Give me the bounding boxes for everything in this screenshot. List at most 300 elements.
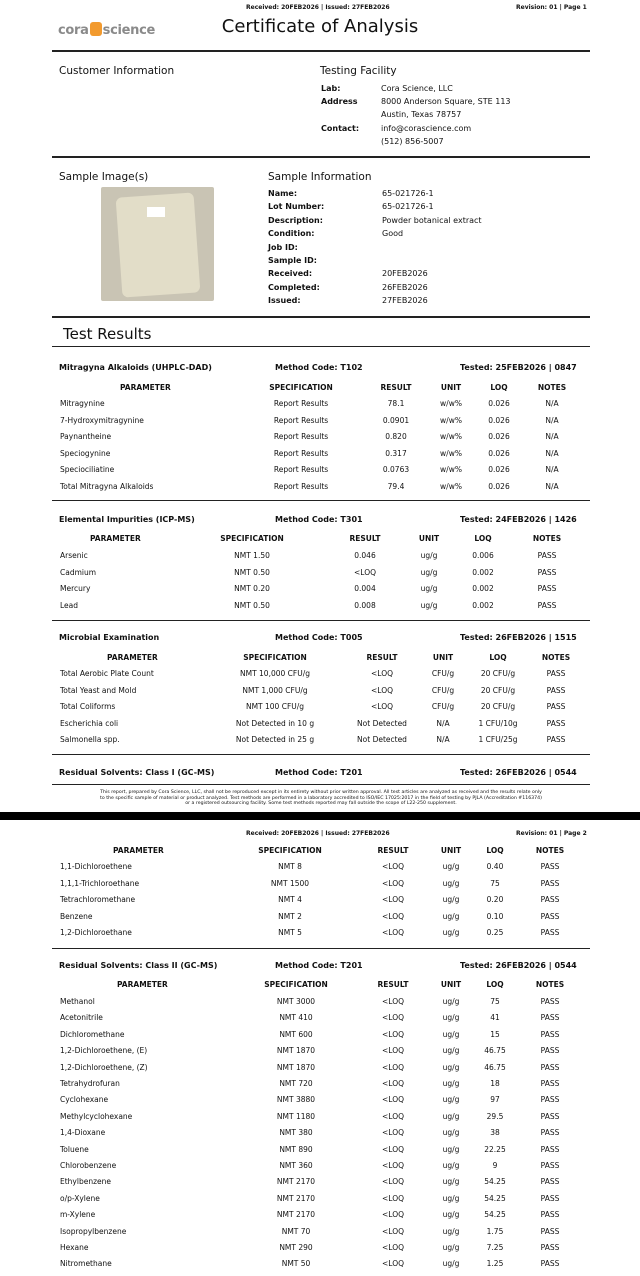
sample-info-value: Powder botanical extract [382, 215, 482, 225]
table-cell: ug/g [442, 1013, 460, 1023]
table-cell: PASS [540, 1029, 560, 1039]
address-line2: Austin, Texas 78757 [381, 110, 462, 119]
table-cell: 0.317 [385, 448, 407, 458]
table-cell: ug/g [442, 1062, 460, 1072]
table-cell: ug/g [442, 1177, 460, 1187]
table-cell: NMT 1870 [276, 1046, 316, 1056]
table-cell: PASS [540, 997, 560, 1006]
section-tested: Tested: 26FEB2026 | 0544 [460, 768, 577, 777]
column-header: RESULT [366, 653, 398, 662]
table-row-parameter: Isopropylbenzene [60, 1226, 127, 1236]
table-cell: 0.026 [488, 399, 510, 408]
table-cell: ug/g [420, 600, 438, 610]
table-cell: PASS [540, 1144, 560, 1154]
table-cell: PASS [540, 1259, 560, 1269]
table-cell: 54.25 [484, 1193, 506, 1203]
table-cell: <LOQ [381, 911, 405, 921]
table-cell: N/A [436, 718, 450, 728]
table-cell: <LOQ [381, 1243, 405, 1252]
sample-photo [101, 187, 214, 301]
table-cell: 0.006 [472, 551, 494, 560]
table-cell: 0.026 [488, 448, 510, 458]
table-cell: NMT 2170 [276, 1193, 316, 1203]
table-cell: ug/g [442, 1259, 460, 1269]
column-header: SPECIFICATION [243, 653, 307, 662]
table-cell: ug/g [442, 878, 460, 888]
table-cell: 0.046 [354, 551, 376, 560]
table-cell: ug/g [442, 862, 460, 871]
table-row-parameter: 1,4-Dioxane [60, 1128, 106, 1138]
column-header: LOQ [486, 980, 504, 989]
table-cell: 0.026 [488, 481, 510, 491]
table-cell: Report Results [273, 481, 329, 491]
section-method: Method Code: T201 [275, 961, 363, 970]
table-cell: 15 [490, 1029, 500, 1039]
table-cell: <LOQ [381, 1062, 405, 1072]
table-cell: ug/g [442, 928, 460, 937]
table-cell: CFU/g [431, 669, 455, 678]
table-cell: NMT 1870 [276, 1062, 316, 1072]
table-cell: NMT 890 [279, 1144, 313, 1154]
table-cell: <LOQ [381, 1161, 405, 1170]
table-cell: w/w% [440, 481, 462, 491]
table-cell: NMT 360 [279, 1161, 313, 1170]
table-cell: ug/g [420, 567, 438, 577]
customer-info-heading: Customer Information [59, 65, 175, 77]
table-row-parameter: Lead [60, 600, 79, 610]
table-row-parameter: Speciogynine [60, 448, 111, 458]
table-cell: NMT 3880 [276, 1095, 316, 1105]
table-row-parameter: Hexane [60, 1243, 89, 1252]
divider [52, 754, 590, 755]
table-cell: 0.026 [488, 415, 510, 425]
sample-info-label: Condition: [268, 229, 315, 239]
column-header: LOQ [474, 534, 492, 543]
table-cell: N/A [545, 448, 559, 458]
table-row-parameter: Paynantheine [60, 432, 112, 441]
table-cell: NMT 2170 [276, 1177, 316, 1187]
coa-page-2 [0, 820, 640, 1276]
table-row-parameter: Total Yeast and Mold [60, 685, 137, 695]
table-cell: <LOQ [381, 997, 405, 1006]
page-title: Certificate of Analysis [221, 16, 419, 37]
sample-info-value: 65-021726-1 [382, 189, 434, 198]
table-cell: NMT 410 [279, 1013, 313, 1023]
table-row-parameter: Mercury [60, 584, 91, 593]
table-row-parameter: Tetrachloromethane [60, 895, 136, 904]
table-cell: NMT 2170 [276, 1210, 316, 1220]
divider [52, 316, 590, 318]
column-header: RESULT [349, 534, 381, 543]
section-tested: Tested: 26FEB2026 | 1515 [460, 633, 577, 642]
table-cell: 0.026 [488, 465, 510, 474]
table-cell: <LOQ [381, 895, 405, 904]
table-cell: 54.25 [484, 1210, 506, 1220]
table-cell: ug/g [442, 1243, 460, 1252]
table-row-parameter: Chlorobenzene [60, 1161, 117, 1170]
table-cell: 41 [490, 1013, 500, 1023]
table-cell: Report Results [273, 415, 329, 425]
table-cell: 0.002 [472, 567, 494, 577]
table-cell: PASS [540, 1128, 560, 1138]
table-cell: PASS [540, 928, 560, 937]
section-title: Elemental Impurities (ICP-MS) [59, 515, 195, 524]
table-cell: PASS [540, 1226, 560, 1236]
table-cell: Not Detected in 25 g [235, 735, 315, 745]
sample-info-label: Sample ID: [268, 256, 317, 265]
section-title: Residual Solvents: Class I (GC-MS) [59, 768, 215, 777]
table-cell: ug/g [442, 1210, 460, 1220]
table-row-parameter: 1,2-Dichloroethene, (E) [60, 1046, 148, 1056]
table-row-parameter: 7-Hydroxymitragynine [60, 415, 144, 425]
table-cell: <LOQ [381, 1029, 405, 1039]
table-cell: PASS [540, 1161, 560, 1170]
table-row-parameter: o/p-Xylene [60, 1193, 100, 1203]
table-cell: PASS [540, 1111, 560, 1121]
table-row-parameter: Methanol [60, 997, 95, 1006]
column-header: UNIT [440, 383, 462, 392]
table-cell: <LOQ [381, 1144, 405, 1154]
section-tested: Tested: 24FEB2026 | 1426 [460, 515, 577, 524]
sample-info-label: Completed: [268, 282, 320, 292]
table-cell: <LOQ [381, 1259, 405, 1269]
column-header: PARAMETER [90, 534, 141, 543]
report-disclaimer: This report, prepared by Cora Science, LLC, shall not be reproduced except in its entirety without prior written approval. All test articles are analyzed as received and the results relate only to the specific sample of material or product analyzed. Test methods are performed in a laboratory accredited to ISO/IEC 17025:2017 in the field of testing by PJLA (Accreditation #116374) or a registered outsourcing facility. Some test methods reported may fall outside the scope of L22-250 supplement. [100, 790, 542, 807]
table-row-parameter: Total Aerobic Plate Count [60, 669, 154, 678]
table-cell: NMT 8 [278, 862, 302, 871]
table-cell: 18 [490, 1079, 500, 1088]
table-cell: NMT 3000 [276, 997, 316, 1006]
section-tested: Tested: 25FEB2026 | 0847 [460, 363, 577, 372]
table-cell: 46.75 [484, 1046, 506, 1056]
column-header: SPECIFICATION [258, 846, 322, 855]
contact-email: info@corascience.com [381, 124, 472, 133]
table-cell: NMT 70 [281, 1226, 311, 1236]
table-cell: 78.1 [387, 399, 405, 408]
table-cell: 29.5 [486, 1111, 504, 1121]
table-cell: 0.004 [354, 584, 376, 593]
table-cell: 0.25 [486, 928, 504, 937]
table-cell: NMT 4 [278, 895, 302, 904]
divider [52, 500, 590, 501]
table-cell: N/A [436, 735, 450, 745]
table-cell: CFU/g [431, 685, 455, 695]
table-row-parameter: 1,1-Dichloroethene [60, 862, 132, 871]
table-cell: PASS [546, 669, 566, 678]
table-cell: NMT 600 [279, 1029, 313, 1039]
table-cell: 75 [490, 997, 500, 1006]
sample-info-label: Lot Number: [268, 202, 325, 212]
table-cell: ug/g [420, 584, 438, 593]
table-cell: <LOQ [381, 1013, 405, 1023]
table-cell: 20 CFU/g [480, 669, 516, 678]
column-header: SPECIFICATION [269, 383, 333, 392]
revision-header: Revision: 01 | Page 2 [516, 830, 587, 837]
section-title: Mitragyna Alkaloids (UHPLC-DAD) [59, 363, 212, 372]
sample-info-value: 65-021726-1 [382, 202, 434, 212]
table-cell: ug/g [442, 1029, 460, 1039]
table-cell: 0.0763 [382, 465, 410, 474]
divider [52, 620, 590, 621]
column-header: SPECIFICATION [220, 534, 284, 543]
table-cell: NMT 1180 [276, 1111, 316, 1121]
table-cell: PASS [546, 702, 566, 712]
table-row-parameter: m-Xylene [60, 1210, 96, 1220]
table-cell: <LOQ [381, 1226, 405, 1236]
table-cell: PASS [537, 551, 557, 560]
table-cell: PASS [540, 1193, 560, 1203]
table-cell: Not Detected [357, 735, 407, 745]
divider [52, 346, 590, 347]
section-title: Residual Solvents: Class II (GC-MS) [59, 961, 218, 970]
table-cell: PASS [540, 911, 560, 921]
table-cell: 9 [492, 1161, 498, 1170]
table-cell: 0.40 [486, 862, 504, 871]
column-header: SPECIFICATION [264, 980, 328, 989]
table-cell: PASS [546, 735, 566, 745]
sample-info-value: 20FEB2026 [382, 269, 428, 279]
table-row-parameter: Methylcyclohexane [60, 1111, 133, 1121]
column-header: NOTES [532, 534, 562, 543]
table-cell: PASS [540, 878, 560, 888]
table-cell: PASS [546, 718, 566, 728]
table-row-parameter: Dichloromethane [60, 1029, 125, 1039]
sample-info-value: 27FEB2026 [382, 296, 428, 306]
table-row-parameter: 1,2-Dichloroethane [60, 928, 132, 937]
table-cell: <LOQ [381, 878, 405, 888]
table-cell: 1.75 [486, 1226, 504, 1236]
table-cell: PASS [540, 1177, 560, 1187]
address-line1: 8000 Anderson Square, STE 113 [381, 97, 511, 106]
sample-info-label: Received: [268, 269, 313, 279]
table-cell: <LOQ [381, 1046, 405, 1056]
table-row-parameter: Cadmium [60, 567, 97, 577]
table-cell: ug/g [442, 1095, 460, 1105]
table-cell: Report Results [273, 399, 329, 408]
table-cell: 0.008 [354, 600, 376, 610]
section-tested: Tested: 26FEB2026 | 0544 [460, 961, 577, 970]
table-cell: PASS [540, 1243, 560, 1252]
table-cell: NMT 1.50 [234, 551, 270, 560]
page-gap [0, 812, 640, 820]
sample-info-value: 26FEB2026 [382, 282, 428, 292]
table-cell: NMT 50 [281, 1259, 311, 1269]
table-cell: w/w% [440, 432, 462, 441]
table-cell: 46.75 [484, 1062, 506, 1072]
table-cell: 0.002 [472, 584, 494, 593]
column-header: NOTES [541, 653, 571, 662]
table-cell: Report Results [273, 465, 329, 474]
contact-label: Contact: [321, 124, 360, 133]
table-cell: <LOQ [381, 1079, 405, 1088]
table-row-parameter: Total Mitragyna Alkaloids [60, 481, 154, 491]
table-cell: 54.25 [484, 1177, 506, 1187]
table-cell: PASS [540, 1046, 560, 1056]
table-cell: 97 [490, 1095, 500, 1105]
table-cell: 22.25 [484, 1144, 506, 1154]
table-cell: NMT 5 [278, 928, 302, 937]
column-header: NOTES [535, 846, 565, 855]
table-cell: PASS [540, 862, 560, 871]
table-cell: ug/g [442, 1046, 460, 1056]
divider [52, 948, 590, 949]
sample-info-label: Issued: [268, 296, 301, 306]
revision-header: Revision: 01 | Page 1 [516, 4, 587, 11]
section-method: Method Code: T201 [275, 768, 363, 777]
table-cell: PASS [537, 584, 557, 593]
table-cell: N/A [545, 481, 559, 491]
table-row-parameter: Ethylbenzene [60, 1177, 112, 1187]
test-results-heading: Test Results [63, 325, 152, 343]
column-header: NOTES [537, 383, 567, 392]
table-row-parameter: Toluene [60, 1144, 89, 1154]
testing-facility-heading: Testing Facility [320, 65, 397, 77]
lab-label: Lab: [321, 84, 341, 93]
table-cell: NMT 380 [279, 1128, 313, 1138]
table-cell: Not Detected in 10 g [235, 718, 315, 728]
section-method: Method Code: T005 [275, 633, 363, 642]
table-cell: NMT 1,000 CFU/g [242, 685, 308, 695]
sample-info-label: Job ID: [268, 242, 298, 252]
table-cell: PASS [540, 895, 560, 904]
table-cell: NMT 0.50 [234, 567, 270, 577]
table-cell: ug/g [442, 895, 460, 904]
table-cell: NMT 0.20 [234, 584, 270, 593]
table-cell: 79.4 [387, 481, 405, 491]
table-row-parameter: Arsenic [60, 551, 88, 560]
sample-images-heading: Sample Image(s) [59, 171, 149, 183]
table-cell: w/w% [440, 448, 462, 458]
table-cell: <LOQ [370, 669, 394, 678]
table-cell: <LOQ [381, 1193, 405, 1203]
table-cell: <LOQ [381, 1128, 405, 1138]
table-cell: <LOQ [381, 862, 405, 871]
table-cell: Not Detected [357, 718, 407, 728]
table-cell: NMT 290 [279, 1243, 313, 1252]
table-cell: 75 [490, 878, 500, 888]
table-cell: <LOQ [370, 702, 394, 712]
table-cell: ug/g [442, 997, 460, 1006]
table-cell: PASS [537, 600, 557, 610]
received-issued-header: Received: 20FEB2026 | Issued: 27FEB2026 [246, 4, 390, 11]
table-cell: 0.0901 [382, 415, 410, 425]
column-header: RESULT [377, 980, 409, 989]
sample-info-heading: Sample Information [268, 171, 372, 183]
column-header: RESULT [377, 846, 409, 855]
column-header: NOTES [535, 980, 565, 989]
table-row-parameter: 1,1,1-Trichloroethane [60, 878, 140, 888]
table-cell: 1 CFU/10g [478, 718, 518, 728]
table-cell: NMT 2 [278, 911, 302, 921]
column-header: LOQ [490, 383, 508, 392]
table-cell: PASS [540, 1062, 560, 1072]
table-cell: <LOQ [353, 567, 377, 577]
table-cell: Report Results [273, 432, 329, 441]
table-cell: 0.820 [385, 432, 407, 441]
table-row-parameter: Total Coliforms [60, 702, 116, 712]
table-cell: <LOQ [381, 1111, 405, 1121]
divider [52, 156, 590, 158]
table-cell: Report Results [273, 448, 329, 458]
table-cell: NMT 720 [279, 1079, 313, 1088]
table-cell: NMT 0.50 [234, 600, 270, 610]
table-cell: N/A [545, 465, 559, 474]
table-row-parameter: Mitragynine [60, 399, 105, 408]
table-cell: 0.002 [472, 600, 494, 610]
section-method: Method Code: T102 [275, 363, 363, 372]
table-cell: NMT 10,000 CFU/g [239, 669, 311, 678]
table-row-parameter: 1,2-Dichloroethene, (Z) [60, 1062, 148, 1072]
table-cell: w/w% [440, 465, 462, 474]
divider [52, 784, 590, 785]
column-header: UNIT [418, 534, 440, 543]
table-cell: 20 CFU/g [480, 702, 516, 712]
table-cell: <LOQ [381, 1210, 405, 1220]
table-cell: 1 CFU/25g [478, 735, 518, 745]
table-cell: N/A [545, 415, 559, 425]
table-cell: ug/g [442, 1193, 460, 1203]
column-header: PARAMETER [107, 653, 158, 662]
table-cell: 0.026 [488, 432, 510, 441]
table-cell: PASS [540, 1095, 560, 1105]
table-cell: ug/g [442, 1079, 460, 1088]
table-cell: ug/g [442, 1161, 460, 1170]
table-row-parameter: Cyclohexane [60, 1095, 109, 1105]
contact-phone: (512) 856-5007 [381, 137, 444, 146]
table-cell: w/w% [440, 399, 462, 408]
column-header: PARAMETER [117, 980, 168, 989]
table-cell: <LOQ [370, 685, 394, 695]
table-cell: 0.10 [486, 911, 504, 921]
column-header: UNIT [440, 846, 462, 855]
table-cell: ug/g [442, 1144, 460, 1154]
cora-science-logo: cora science [58, 23, 156, 38]
table-cell: N/A [545, 399, 559, 408]
table-cell: ug/g [442, 911, 460, 921]
table-row-parameter: Escherichia coli [60, 718, 119, 728]
table-row-parameter: Tetrahydrofuran [60, 1079, 120, 1088]
lab-value: Cora Science, LLC [381, 84, 453, 93]
section-title: Microbial Examination [59, 633, 160, 642]
column-header: PARAMETER [120, 383, 171, 392]
table-row-parameter: Nitromethane [60, 1259, 112, 1269]
table-cell: CFU/g [431, 702, 455, 712]
received-issued-header: Received: 20FEB2026 | Issued: 27FEB2026 [246, 830, 390, 837]
column-header: LOQ [489, 653, 507, 662]
table-cell: NMT 100 CFU/g [245, 702, 305, 712]
column-header: PARAMETER [113, 846, 164, 855]
section-method: Method Code: T301 [275, 515, 363, 524]
table-cell: 20 CFU/g [480, 685, 516, 695]
table-row-parameter: Salmonella spp. [60, 735, 120, 745]
divider [52, 50, 590, 52]
table-cell: PASS [540, 1210, 560, 1220]
column-header: LOQ [486, 846, 504, 855]
table-cell: 0.20 [486, 895, 504, 904]
table-row-parameter: Speciociliatine [60, 465, 115, 474]
table-cell: 1.25 [486, 1259, 504, 1269]
table-cell: <LOQ [381, 1095, 405, 1105]
column-header: UNIT [440, 980, 462, 989]
table-cell: 7.25 [486, 1243, 504, 1252]
sample-info-value: Good [382, 229, 404, 239]
table-cell: <LOQ [381, 928, 405, 937]
table-row-parameter: Acetonitrile [60, 1013, 103, 1023]
table-cell: NMT 1500 [270, 878, 310, 888]
table-cell: <LOQ [381, 1177, 405, 1187]
table-cell: PASS [546, 685, 566, 695]
table-cell: ug/g [442, 1128, 460, 1138]
